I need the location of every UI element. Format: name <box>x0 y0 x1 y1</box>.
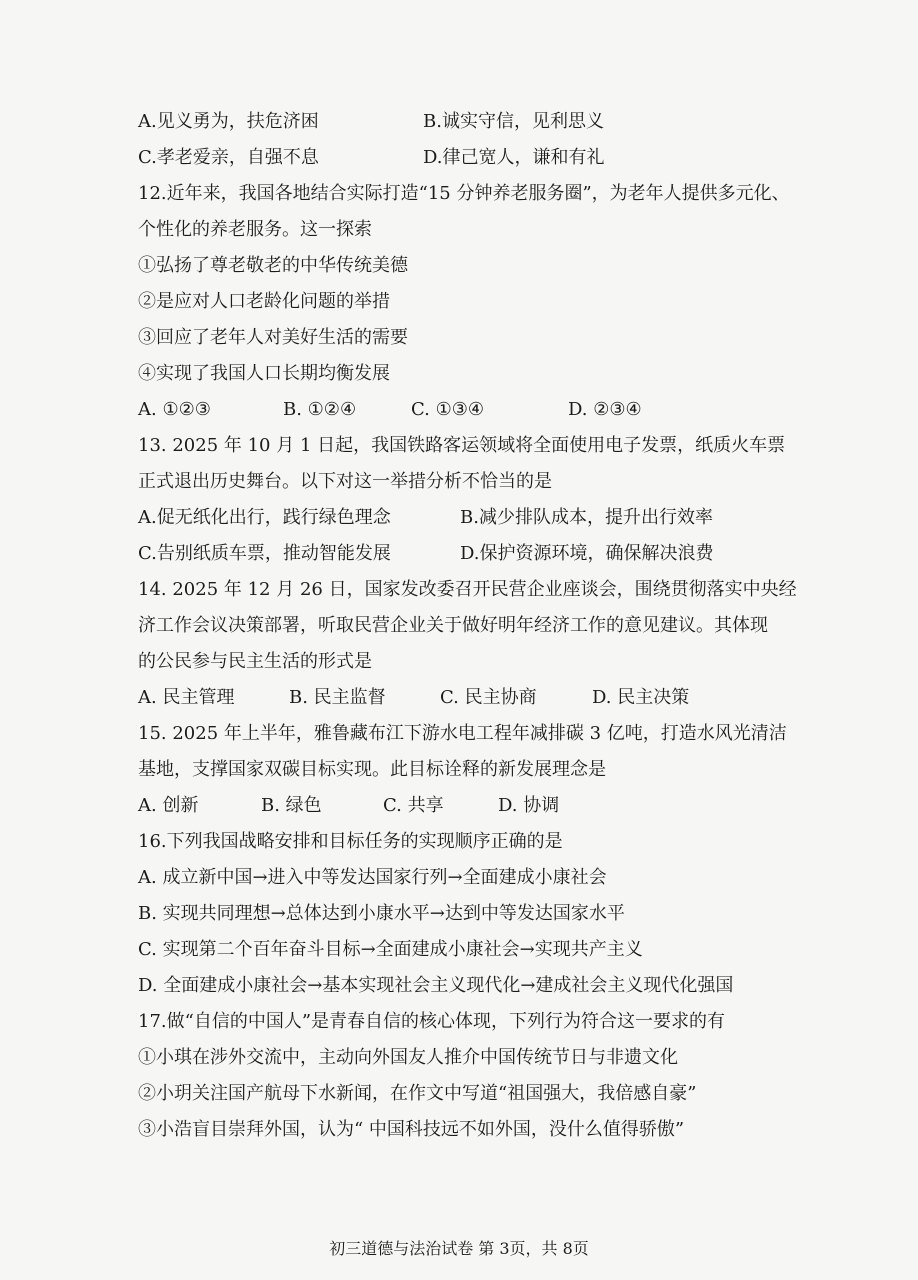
q13-option-c: C.告别纸质车票，推动智能发展 <box>138 543 391 564</box>
q15-option-c: C. 共享 <box>383 795 444 816</box>
q14-option-c: C. 民主协商 <box>440 687 537 708</box>
q17-statement-2: ②小玥关注国产航母下水新闻，在作文中写道“祖国强大，我倍感自豪” <box>138 1083 697 1104</box>
q12-option-d: D. ②③④ <box>568 399 642 420</box>
q12-option-c: C. ①③④ <box>411 399 484 420</box>
q16-option-d: D. 全面建成小康社会→基本实现社会主义现代化→建成社会主义现代化强国 <box>138 975 734 996</box>
q17-statement-3: ③小浩盲目崇拜外国，认为“ 中国科技远不如外国，没什么值得骄傲” <box>138 1119 685 1140</box>
q16-option-b: B. 实现共同理想→总体达到小康水平→达到中等发达国家水平 <box>138 903 625 924</box>
q12-statement-4: ④实现了我国人口长期均衡发展 <box>138 363 390 384</box>
q17-stem: 17.做“自信的中国人”是青春自信的核心体现，下列行为符合这一要求的有 <box>138 1011 726 1032</box>
q15-stem-line-1: 15. 2025 年上半年，雅鲁藏布江下游水电工程年减排碳 3 亿吨，打造水风光清洁 <box>138 723 787 744</box>
q12-stem-line-1: 12.近年来，我国各地结合实际打造“15 分钟养老服务圈”，为老年人提供多元化、 <box>138 183 790 204</box>
q11-option-c: C.孝老爱亲，自强不息 <box>138 147 319 168</box>
q14-option-b: B. 民主监督 <box>289 687 386 708</box>
q13-stem-line-2: 正式退出历史舞台。以下对这一举措分析不恰当的是 <box>138 471 552 492</box>
q12-statement-2: ②是应对人口老龄化问题的举措 <box>138 291 390 312</box>
q16-option-c: C. 实现第二个百年奋斗目标→全面建成小康社会→实现共产主义 <box>138 939 643 960</box>
q14-stem-line-2: 济工作会议决策部署，听取民营企业关于做好明年经济工作的意见建议。其体现 <box>138 615 768 636</box>
q11-option-d: D.律己宽人，谦和有礼 <box>423 147 605 168</box>
q13-option-d: D.保护资源环境，确保解决浪费 <box>460 543 714 564</box>
q13-option-b: B.减少排队成本，提升出行效率 <box>460 507 713 528</box>
q15-stem-line-2: 基地，支撑国家双碳目标实现。此目标诠释的新发展理念是 <box>138 759 606 780</box>
page-footer: 初三道德与法治试卷 第 3页，共 8页 <box>329 1239 589 1258</box>
q14-option-a: A. 民主管理 <box>138 687 235 708</box>
q16-stem: 16.下列我国战略安排和目标任务的实现顺序正确的是 <box>138 831 563 852</box>
q12-option-a: A. ①②③ <box>138 399 211 420</box>
q12-statement-3: ③回应了老年人对美好生活的需要 <box>138 327 408 348</box>
q11-option-a: A.见义勇为，扶危济困 <box>138 111 319 132</box>
q11-option-b: B.诚实守信，见利思义 <box>423 111 604 132</box>
q15-option-a: A. 创新 <box>138 795 199 816</box>
q14-stem-line-3: 的公民参与民主生活的形式是 <box>138 651 372 672</box>
q15-option-b: B. 绿色 <box>261 795 322 816</box>
q13-option-a: A.促无纸化出行，践行绿色理念 <box>138 507 391 528</box>
q12-statement-1: ①弘扬了尊老敬老的中华传统美德 <box>138 255 408 276</box>
q14-option-d: D. 民主决策 <box>592 687 690 708</box>
q15-option-d: D. 协调 <box>498 795 560 816</box>
q12-stem-line-2: 个性化的养老服务。这一探索 <box>138 219 372 240</box>
q12-option-b: B. ①②④ <box>283 399 357 420</box>
q14-stem-line-1: 14. 2025 年 12 月 26 日，国家发改委召开民营企业座谈会，围绕贯彻落实中央经 <box>138 579 797 600</box>
q13-stem-line-1: 13. 2025 年 10 月 1 日起，我国铁路客运领域将全面使用电子发票，纸质火车票 <box>138 435 786 456</box>
q16-option-a: A. 成立新中国→进入中等发达国家行列→全面建成小康社会 <box>138 867 607 888</box>
q17-statement-1: ①小琪在涉外交流中，主动向外国友人推介中国传统节日与非遗文化 <box>138 1047 678 1068</box>
